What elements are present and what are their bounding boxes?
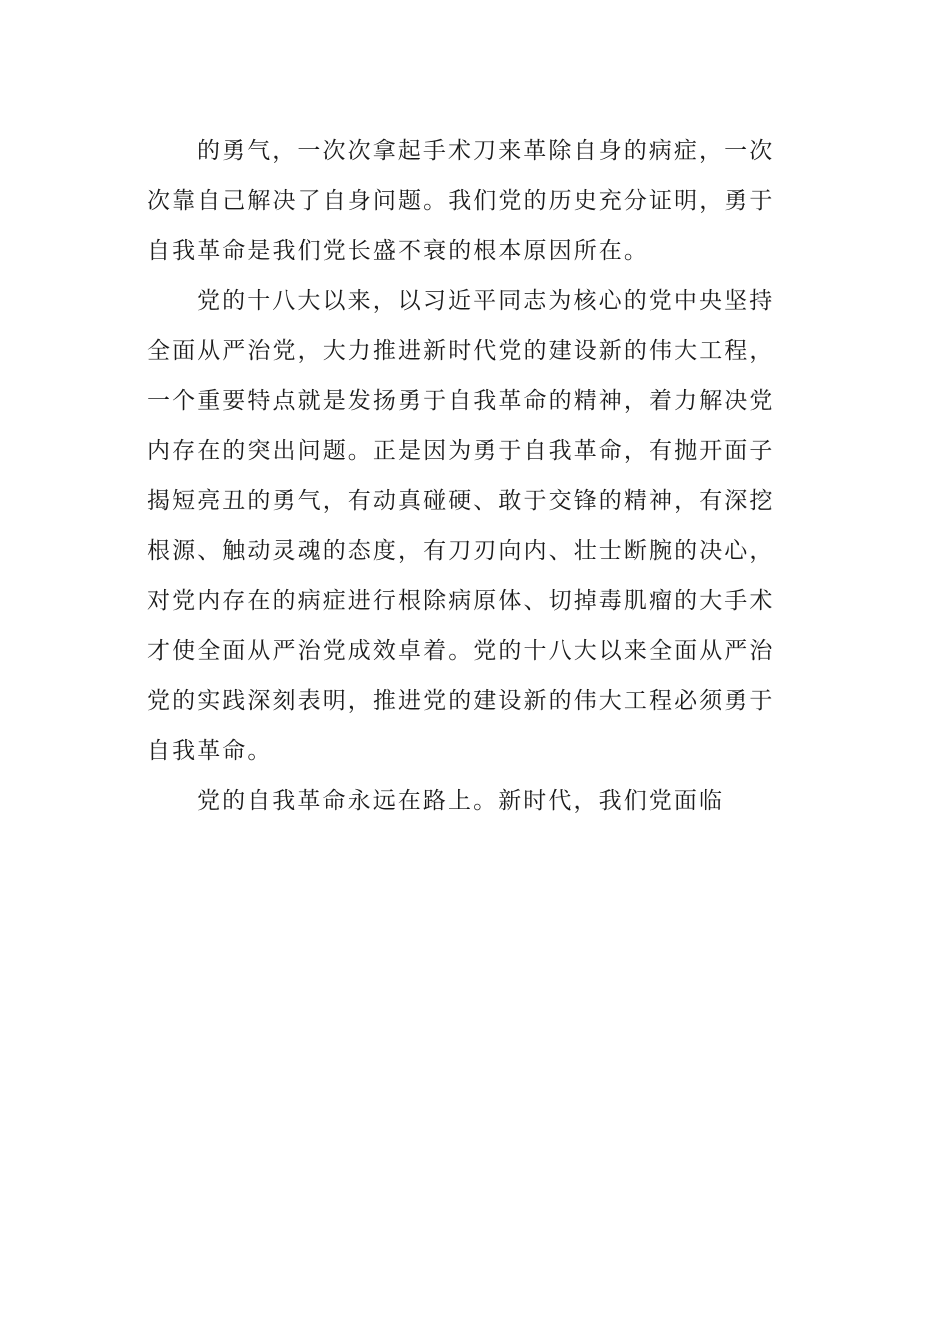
paragraph-line: 党的自我革命永远在路上。新时代，我们党面临 <box>197 788 725 814</box>
paragraph-line: 自我革命是我们党长盛不衰的根本原因所在。 <box>147 238 649 264</box>
paragraph-line: 内存在的突出问题。正是因为勇于自我革命，有抛开面子 <box>147 438 775 464</box>
paragraph-line: 一个重要特点就是发扬勇于自我革命的精神，着力解决党 <box>147 388 775 414</box>
paragraph-line: 党的实践深刻表明，推进党的建设新的伟大工程必须勇于 <box>147 688 775 714</box>
paragraph-line: 对党内存在的病症进行根除病原体、切掉毒肌瘤的大手术 <box>147 588 775 614</box>
paragraph-line: 自我革命。 <box>147 738 273 764</box>
paragraph-line: 的勇气，一次次拿起手术刀来革除自身的病症，一次 <box>197 138 775 164</box>
body-text <box>147 126 807 826</box>
paragraph-line: 才使全面从严治党成效卓着。党的十八大以来全面从严治 <box>147 638 775 664</box>
paragraph-line: 揭短亮丑的勇气，有动真碰硬、敢于交锋的精神，有深挖 <box>147 488 775 514</box>
paragraph-line: 根源、触动灵魂的态度，有刀刃向内、壮士断腕的决心， <box>147 538 775 564</box>
paragraph-line: 全面从严治党，大力推进新时代党的建设新的伟大工程， <box>147 338 775 364</box>
paragraph-line: 次靠自己解决了自身问题。我们党的历史充分证明，勇于 <box>147 188 775 214</box>
paragraph-line: 党的十八大以来，以习近平同志为核心的党中央坚持 <box>197 288 775 314</box>
